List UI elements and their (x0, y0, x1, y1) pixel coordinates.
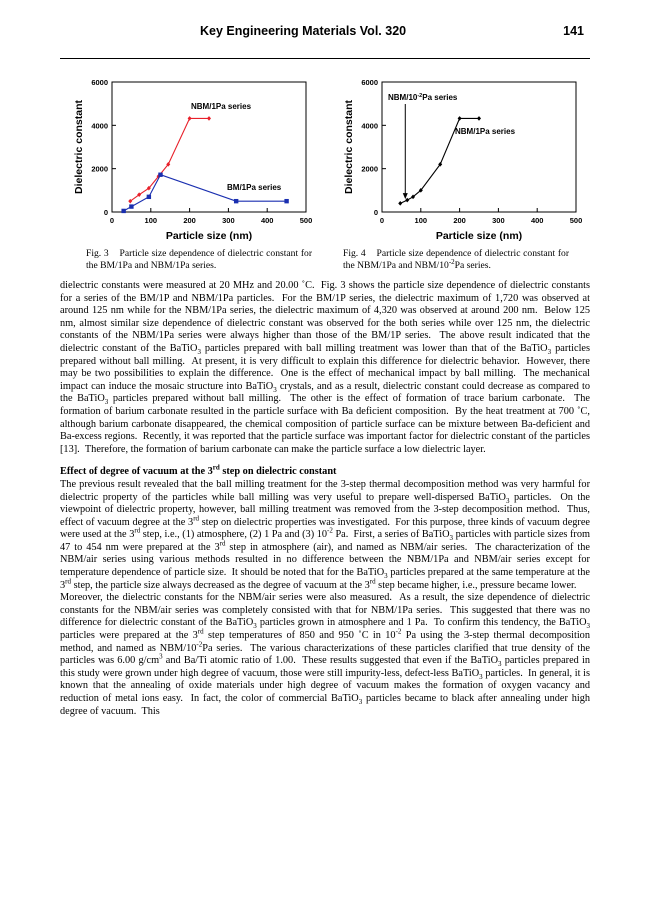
series-line (124, 175, 287, 211)
x-tick-label: 200 (453, 216, 466, 225)
series-line (130, 118, 209, 201)
x-tick-label: 0 (109, 216, 115, 225)
y-tick-label: 0 (373, 208, 378, 217)
series-label-nbm-1pa: NBM/1Pa series (455, 127, 516, 136)
data-point (158, 173, 162, 177)
y-tick-label: 2000 (91, 164, 108, 174)
x-tick-label: 300 (492, 216, 505, 225)
paragraph-2: The previous result revealed that the ball milling treatment for the 3-step thermal decomposition method was very harmful for dielectric property of the particles while ball milling was very useful to prepare well-dispersed BaTiO$_3$ particles. On the viewpoint of dielectric property, however, ball milling treatment was removed from the 3-step decomposition method. Thus, effect of vacuum degree at the 3rd step on dielectric properties was investigated. For this purpose, three kinds of vacuum degree were used at the 3rd step, i.e., (1) atmosphere, (2) 1 Pa and (3) $10^{-2}$ Pa. First, a series of BaTiO$_3$ particles with particle sizes from 47 to 454 nm were prepared at the 3rd step in atmosphere (air), and named as NBM/air series. The characterization of the NBM/air series using various methods resulted in no difference between the NBM/1Pa and NBM/air series except for temperature dependence of particle size. It should be noted that for the BaTiO$_3$ particles prepared at the same temperature at the 3rd step, the particle size always decreased as the degree of vacuum at the 3rd step became higher, i.e., pressure became lower. (60, 478, 591, 591)
data-point (477, 116, 481, 121)
annotation-nbm-10-2pa: NBM/$10^{-2}Pa$ series (388, 93, 458, 102)
y-tick-label: 6000 (361, 78, 378, 87)
figure-3-chart (60, 70, 330, 250)
x-tick-label: 400 (260, 216, 274, 225)
x-tick-label: 400 (530, 216, 544, 225)
x-tick-label: 500 (299, 216, 313, 225)
data-point (458, 116, 462, 121)
y-axis-label: Dielectric constant (73, 100, 85, 194)
x-axis-label: Particle size (nm) (435, 230, 523, 242)
journal-title: Key Engineering Materials Vol. 320 (200, 24, 407, 38)
figure-3-label: Fig. 3 (86, 248, 109, 259)
x-tick-label: 300 (222, 216, 235, 225)
figure-4-caption-text: Particle size dependence of dielectric constant for the NBM/1Pa and NBM/$10^{-2}Pa$ series. (343, 248, 570, 271)
data-point (207, 116, 211, 121)
figure-4-caption (343, 248, 569, 272)
running-header (60, 24, 590, 42)
y-tick-label: 6000 (91, 78, 108, 87)
data-point (147, 195, 151, 199)
x-tick-label: 100 (414, 216, 428, 225)
header-rule (60, 58, 590, 59)
x-axis-label: Particle size (nm) (165, 230, 253, 242)
paragraph-1: dielectric constants were measured at 20 MHz and 20.00 ˚C. Fig. 3 shows the particle size dependence of dielectric constants for a series of the BM/1P and NBM/1Pa particles. For the BM/1P series, the dielectric maximum of 1,720 was observed at around 125 nm while for the NBM/1Pa series, the dielectric maximum of 4,320 was observed at around 200 nm. Below 125 nm, almost similar size dependence of dielectric constant was observed for the both series while over 125 nm, the dielectric constants of the NBM/1Pa series were always higher than those of the BM/1P series. The above result indicated that the dielectric constant of the BaTiO$_3$ particles prepared with ball milling treatment was lower than that of the BaTiO$_3$ particles prepared without ball milling. At present, it is very difficult to explain this difference for dielectric behavior. However, there may be two possibilities to explain the difference. One is the effect of mechanical impact by ball milling. The mechanical impact can induce the mosaic structure into BaTiO$_3$ crystals, and as a result, dielectric constant could decrease as compared to the BaTiO$_3$ particles prepared without ball milling. The other is the effect of formation of trace barium carbonate. The formation of barium carbonate resulted in the particle surface with Ba deficient composition. By the heat treatment at 700 ˚C, although barium carbonate disappeared, the chemical composition of particle surface can be mixture between Ba-deficient and Ba-excess regions. Recently, it was reported that the particle surface was important factor for dielectric constant of the particles [13]. Therefore, the formation of barium carbonate can make the particle surface a low dielectric layer. (60, 280, 591, 455)
section-heading: Effect of degree of vacuum at the 3rd step on dielectric constant (60, 463, 337, 478)
y-tick-label: 2000 (361, 164, 378, 174)
x-tick-label: 0 (379, 216, 385, 225)
data-point (284, 199, 288, 203)
page-number: 141 (563, 24, 584, 38)
series-label-nbm-1pa: NBM/1Pa series (191, 102, 252, 111)
data-point (121, 209, 125, 213)
data-point (188, 116, 192, 121)
y-axis-label: Dielectric constant (343, 100, 355, 194)
x-tick-label: 200 (183, 216, 196, 225)
data-point (405, 198, 409, 203)
body-text (60, 280, 590, 718)
data-point (398, 201, 402, 206)
figure-3-caption-text: Particle size dependence of dielectric constant for the BM/1Pa and NBM/1Pa series. (86, 248, 313, 271)
y-tick-label: 0 (103, 208, 108, 217)
data-point (234, 199, 238, 203)
x-tick-label: 100 (144, 216, 158, 225)
data-point (129, 204, 133, 208)
figure-3-caption (86, 248, 312, 272)
y-tick-label: 4000 (91, 121, 108, 131)
figure-4-chart (330, 70, 600, 250)
x-tick-label: 500 (569, 216, 583, 225)
paragraph-3: Moreover, the dielectric constants for the NBM/air series were also measured. As a result, the size dependence of dielectric constants for the NBM/air series was completely consisted with that for NBM/1Pa series. This suggested that there was no difference for dielectric constant of the BaTiO$_3$ particles grown in atmosphere and 1 Pa. To confirm this tendency, the BaTiO$_3$ particles were prepared at the 3rd step temperatures of 850 and 950 ˚C in $10^{-2}$ Pa using the 3-step thermal decomposition method, and named as NBM/$10^{-2}Pa$ series. The various characterizations of these particles clarified that true density of the particles was 6.00 $g/cm^3$ and Ba/Ti atomic ratio of 1.00. These results suggested that even if the BaTiO$_3$ particles prepared in this study were grown under high degree of vacuum, those were still impurity-less, defect-less BaTiO$_3$ particles. In general, it is known that the annealing of oxide materials under high degree of vacuum makes the formation of oxygen vacancy and reduction of metal ions easy. In fact, the color of commercial BaTiO$_3$ particles became to black after annealing under high degree of vacuum. This (60, 592, 590, 717)
series-label-bm-1pa: BM/1Pa series (227, 183, 282, 192)
y-tick-label: 4000 (361, 121, 378, 131)
figure-4-label: Fig. 4 (343, 248, 366, 259)
